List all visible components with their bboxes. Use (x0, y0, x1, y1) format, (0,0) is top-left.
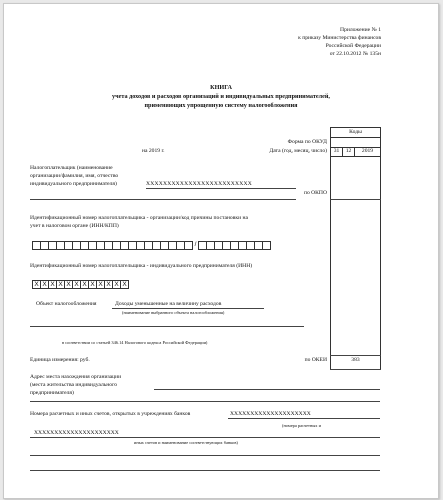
codes-header: Коды (349, 129, 362, 135)
accounts-underline-4[interactable] (30, 470, 380, 471)
okpo-box-bottom (330, 199, 381, 200)
address-underline-1[interactable] (154, 389, 380, 390)
object-line-2 (30, 326, 304, 327)
date-month: 12 (345, 148, 352, 154)
accounts-hint-2: иных счетов и наименование соответствующих банков) (134, 440, 238, 445)
codes-column-left (330, 157, 331, 370)
accounts-value-2[interactable]: XXXXXXXXXXXXXXXXXXXXX (34, 430, 119, 436)
appendix-line-1: Приложение № 1 (340, 27, 381, 33)
title-line-3: применяющих упрощенную систему налогообложения (144, 102, 298, 109)
address-label-3: предпринимателя) (30, 390, 74, 396)
inn-ip-cell[interactable]: X (80, 280, 89, 289)
accounts-underline-3[interactable] (30, 455, 380, 456)
form-sheet (3, 3, 439, 499)
accounts-value-1[interactable]: XXXXXXXXXXXXXXXXXXXX (230, 411, 311, 417)
title-line-1: КНИГА (210, 84, 232, 91)
okei-value[interactable]: 383 (351, 357, 360, 363)
taxpayer-underline (146, 188, 296, 189)
accounts-hint-1: (номера расчетных и (282, 423, 321, 428)
taxpayer-value[interactable]: XXXXXXXXXXXXXXXXXXXXXXXXX (146, 181, 252, 187)
inn-ip-cell[interactable]: X (120, 280, 129, 289)
codes-column-right (380, 157, 381, 370)
address-label-2: (места жительства индивидуального (30, 382, 118, 388)
inn-ip-cell[interactable]: X (56, 280, 65, 289)
appendix-line-4: от 22.10.2012 № 135н (329, 51, 381, 57)
taxpayer-label-3: индивидуального предпринимателя) (30, 181, 117, 187)
inn-ip-cell[interactable]: X (48, 280, 57, 289)
appendix-line-3: Российской Федерации (325, 43, 381, 49)
object-label: Объект налогообложения (36, 301, 97, 307)
object-hint: (наименование выбранного объекта налогообложения) (122, 310, 225, 315)
object-value[interactable]: Доходы уменьшенные на величину расходов (115, 301, 222, 307)
inn-kpp-label-2: учет в налоговом органе (ИНН/КПП) (30, 223, 119, 229)
year-line: на 2019 г. (142, 148, 165, 154)
okei-box-bottom (330, 369, 381, 370)
inn-ip-cell[interactable]: X (88, 280, 97, 289)
okei-box-top (330, 355, 381, 356)
object-article: в соответствии со статьей 346.14 Налогового кодекса Российской Федерации) (62, 340, 208, 345)
title-line-2: учета доходов и расходов организаций и индивидуальных предпринимателей, (112, 93, 330, 100)
okpo-label: по ОКПО (303, 190, 327, 196)
inn-kpp-separator: / (194, 241, 197, 248)
date-year: 2019 (361, 148, 374, 154)
address-underline-2[interactable] (30, 401, 380, 402)
address-label-1: Адрес места нахождения организации (30, 374, 122, 380)
inn-kpp-label-1: Идентификационный номер налогоплательщика - организации/код причины постановки на (30, 215, 248, 221)
inn-ip-cell[interactable]: X (40, 280, 49, 289)
inn-ip-cell[interactable]: X (64, 280, 73, 289)
inn-ip-cells[interactable] (32, 280, 128, 289)
unit-label: Единица измерения: руб. (30, 357, 90, 363)
accounts-underline-1 (228, 418, 380, 419)
inn-ip-cell[interactable]: X (72, 280, 81, 289)
accounts-underline-2 (30, 437, 380, 438)
inn-ip-cell[interactable]: X (104, 280, 113, 289)
taxpayer-label-1: Налогоплательщик (наименование (30, 165, 113, 171)
taxpayer-label-2: организации/фамилия, имя, отчество (30, 173, 119, 179)
object-underline (112, 308, 264, 309)
kpp-cell[interactable] (262, 241, 271, 250)
taxpayer-line-2 (30, 199, 296, 200)
okud-label: Форма по ОКУД (287, 139, 327, 145)
inn-kpp-cells[interactable] (32, 241, 270, 250)
date-day: 31 (333, 148, 340, 154)
inn-ip-cell[interactable]: X (32, 280, 41, 289)
appendix-line-2: к приказу Министерства финансов (298, 35, 381, 41)
date-label: Дата (год, месяц, число) (269, 148, 327, 154)
inn-ip-label: Идентификационный номер налогоплательщика - индивидуального предпринимателя (ИНН) (30, 263, 253, 269)
accounts-label: Номера расчетных и иных счетов, открытых в учреждениях банков (30, 411, 191, 417)
okei-label: по ОКЕИ (304, 357, 327, 363)
inn-ip-cell[interactable]: X (112, 280, 121, 289)
inn-ip-cell[interactable]: X (96, 280, 105, 289)
